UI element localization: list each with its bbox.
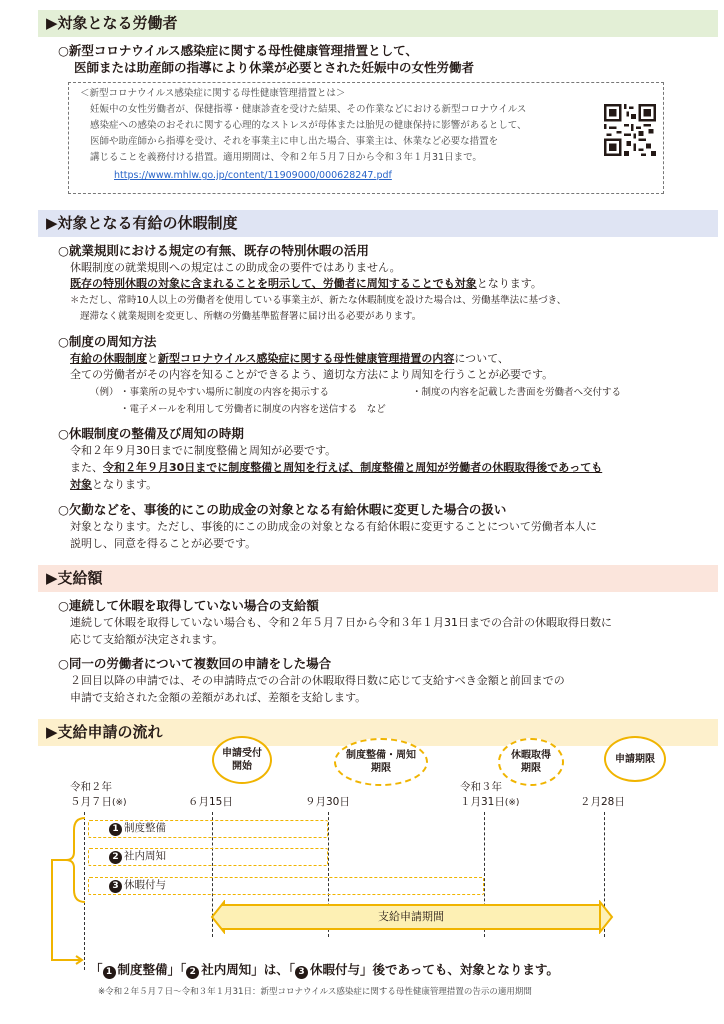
bubble-deadline-application: 申請期限: [604, 736, 666, 782]
absence-title: ○欠勤などを、事後的にこの助成金の対象となる有給休暇に変更した場合の扱い: [58, 502, 507, 517]
conclusion-part: 休暇付与」後であっても、対象となります。: [310, 962, 559, 977]
date-start-note: (※): [112, 798, 127, 808]
num-3-icon: 3: [295, 966, 308, 979]
measure-link[interactable]: https://www.mhlw.go.jp/content/11909000/000628247.pdf: [114, 170, 392, 181]
section-header-leave-system: ▶対象となる有給の休暇制度: [38, 210, 718, 237]
date-end-era: 令和３年: [460, 781, 502, 793]
notice-emph1: 有給の休暇制度: [70, 352, 147, 365]
notice-rest: について、: [454, 352, 509, 365]
date-jan31-note: (※): [504, 798, 520, 808]
measure-box-line: 妊娠中の女性労働者が、保健指導・健康診査を受けた結果、その作業などにおける新型コロナウイルス: [90, 104, 527, 115]
absence-line1: 対象となります。ただし、事後的にこの助成金の対象となる有給休暇に変更することについて労働者本人に: [70, 520, 597, 533]
amount-multiple-title: ○同一の労働者について複数回の申請をした場合: [58, 656, 332, 671]
amount-multiple-line1: ２回目以降の申請では、その申請時点での合計の休暇取得日数に応じて支給すべき金額と前回までの: [70, 674, 565, 687]
measure-box-title: ＜新型コロナウイルス感染症に関する母性健康管理措置とは＞: [80, 88, 346, 99]
timing-line2-emph: 令和２年９月30日までに制度整備と周知を行えば、制度整備と周知が労働者の休暇取得後であっても: [103, 461, 603, 474]
timing-line3: [70, 477, 157, 493]
num-1-icon: 1: [109, 823, 122, 836]
date-start-era: 令和２年: [70, 781, 112, 793]
bar-system-setup-label: 制度整備: [124, 822, 166, 834]
num-2-icon: 2: [186, 966, 199, 979]
date-start: [70, 795, 127, 810]
conclusion-part: 制度整備」「: [117, 962, 187, 977]
timing-line2-pre: また、: [70, 461, 103, 474]
flow-conclusion: [90, 962, 559, 979]
workers-title-line2: 医師または助産師の指導により休業が必要とされた妊娠中の女性労働者: [74, 60, 475, 75]
conclusion-part: 「: [90, 962, 103, 977]
amount-multiple-line2: 申請で支給された金額の差額があれば、差額を支給します。: [70, 691, 367, 704]
measure-box-line: 感染症への感染のおそれに関する心理的なストレスが母体または胎児の健康保持に影響があるとして、: [90, 120, 527, 131]
date-feb28: ２月28日: [580, 796, 625, 808]
qr-code-icon[interactable]: [604, 104, 656, 156]
bar-leave-grant: [88, 877, 484, 895]
date-start-value: ５月７日: [70, 796, 112, 808]
date-sep30: ９月30日: [305, 796, 350, 808]
notice-title: ○制度の周知方法: [58, 334, 157, 349]
amount-consecutive-line2: 応じて支給額が決定されます。: [70, 633, 224, 646]
application-period: 支給申請期間: [222, 904, 600, 930]
date-jan31: [460, 795, 519, 810]
section-header-amount: ▶支給額: [38, 565, 718, 592]
bar-internal-notice-label: 社内周知: [124, 850, 166, 862]
rules-note2: 遅滞なく就業規則を変更し、所轄の労働基準監督署に届け出る必要があります。: [80, 311, 422, 322]
notice-example1: ・事業所の見やすい場所に制度の内容を掲示する: [120, 387, 330, 398]
bar-system-setup: [88, 820, 328, 838]
period-arrow-right-icon: [598, 900, 614, 934]
bubble-deadline-leave: 休暇取得期限: [498, 738, 564, 786]
num-3-icon: 3: [109, 880, 122, 893]
bar-leave-grant-label: 休暇付与: [124, 879, 166, 891]
notice-example2: ・制度の内容を記載した書面を労働者へ交付する: [412, 387, 622, 398]
measure-box-line: 講じることを義務付ける措置。適用期間は、令和２年５月７日から令和３年１月31日まで。: [90, 152, 482, 163]
amount-consecutive-title: ○連続して休暇を取得していない場合の支給額: [58, 598, 319, 613]
rules-line1: 休暇制度の就業規則への規定はこの助成金の要件ではありません。: [70, 261, 401, 274]
section-header-flow: ▶支給申請の流れ: [38, 719, 718, 746]
notice-example3: ・電子メールを利用して労働者に制度の内容を送信する など: [120, 404, 386, 415]
timing-line1: 令和２年９月30日までに制度整備と周知が必要です。: [70, 444, 337, 457]
date-june15: ６月15日: [188, 796, 233, 808]
notice-example-label: （例）: [90, 387, 119, 398]
rules-line2-emphasis: 既存の特別休暇の対象に含まれることを明示して、労働者に周知することでも対象: [70, 277, 477, 290]
rules-line2-rest: となります。: [476, 277, 542, 290]
num-1-icon: 1: [103, 966, 116, 979]
conclusion-part: 社内周知」は、「: [201, 962, 296, 977]
measure-box-line: 医師や助産師から指導を受け、それを事業主に申し出た場合、事業主は、休業など必要な措置を: [90, 136, 499, 147]
bar-internal-notice: [88, 848, 328, 866]
timing-line2: [70, 460, 602, 476]
notice-emph2: 新型コロナウイルス感染症に関する母性健康管理措置の内容: [158, 352, 455, 365]
bubble-deadline-system: 制度整備・周知期限: [334, 738, 428, 786]
amount-consecutive-line1: 連続して休暇を取得していない場合も、令和２年５月７日から令和３年１月31日までの合計の休暇取得日数に: [70, 616, 612, 629]
rules-note1: ＊ただし、常時10人以上の労働者を使用している事業主が、新たな休暇制度を設けた場合は、労働基準法に基づき、: [70, 295, 567, 306]
timing-title: ○休暇制度の整備及び周知の時期: [58, 426, 244, 441]
notice-line1: [70, 351, 509, 367]
notice-and: と: [147, 352, 158, 365]
bubble-start: 申請受付開始: [212, 736, 272, 784]
timing-line3-emph: 対象: [70, 478, 92, 491]
num-2-icon: 2: [109, 851, 122, 864]
timing-line3-rest: となります。: [92, 478, 158, 491]
section-header-workers: ▶対象となる労働者: [38, 10, 718, 37]
date-jan31-value: １月31日: [460, 796, 505, 808]
rules-line2: [70, 276, 542, 292]
absence-line2: 説明し、同意を得ることが必要です。: [70, 537, 257, 550]
workers-title-line1: ○新型コロナウイルス感染症に関する母性健康管理措置として、: [58, 43, 418, 58]
flow-footnote: ※令和２年５月７日～令和３年１月31日：新型コロナウイルス感染症に関する母性健康管理措置の告示の適用期間: [98, 987, 532, 997]
notice-line2: 全ての労働者がその内容を知ることができるよう、適切な方法により周知を行うことが必要です。: [70, 368, 554, 381]
rules-title: ○就業規則における規定の有無、既存の特別休暇の活用: [58, 243, 369, 258]
brace-arrow: [40, 810, 90, 980]
